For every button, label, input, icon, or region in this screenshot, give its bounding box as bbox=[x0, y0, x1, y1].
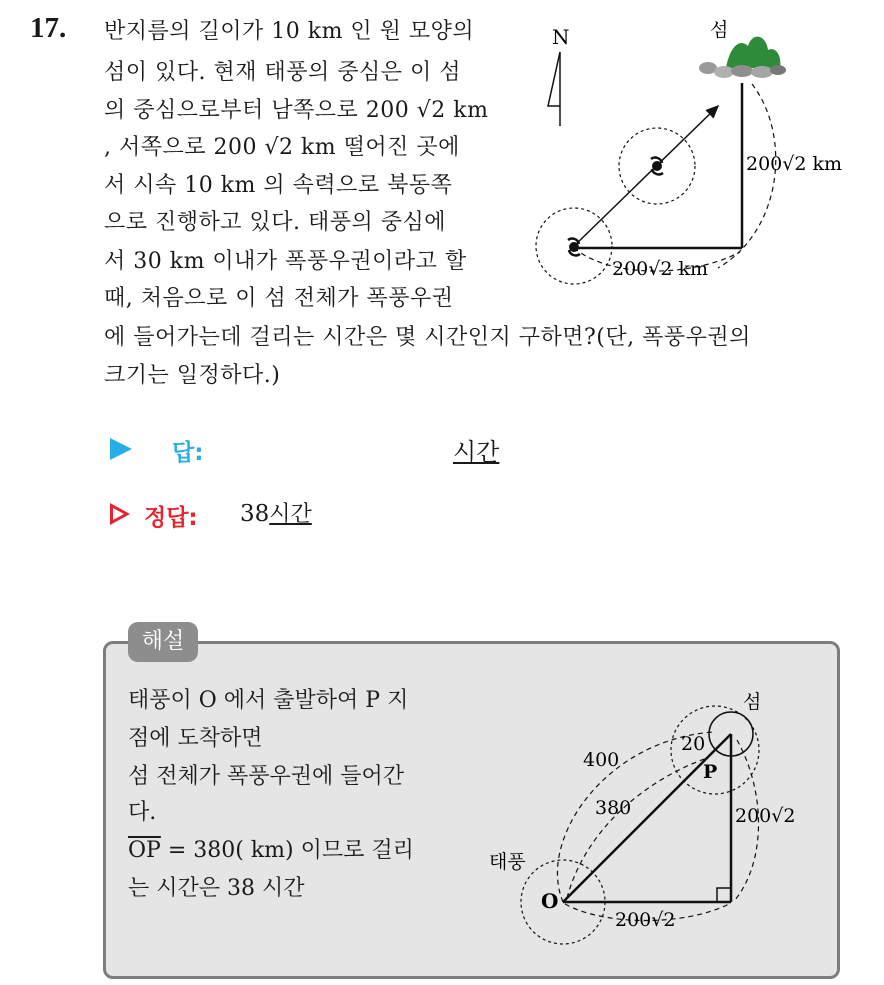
problem-line-2: 섬이 있다. 현재 태풍의 중심은 이 섬 bbox=[104, 60, 461, 85]
problem-line-6: 으로 진행하고 있다. 태풍의 중심에 bbox=[104, 210, 446, 235]
solution-label: 정답: bbox=[144, 505, 198, 531]
problem-line-1: 반지름의 길이가 10 km 인 원 모양의 bbox=[104, 19, 475, 44]
brace-400 bbox=[557, 732, 713, 902]
explanation-line-4: 다. bbox=[128, 800, 157, 825]
question-number: 17. bbox=[30, 12, 67, 44]
answer-row bbox=[110, 430, 530, 470]
problem-line-4: , 서쪽으로 200 √2 km 떨어진 곳에 bbox=[104, 135, 460, 160]
north-indicator bbox=[548, 25, 570, 126]
explanation-line-2: 점에 도착하면 bbox=[128, 726, 263, 751]
label-island: 섬 bbox=[743, 691, 762, 713]
segment-op: $\overline{OP}$ bbox=[128, 838, 161, 863]
answer-label: 답: bbox=[172, 440, 204, 466]
label-o: O bbox=[541, 889, 559, 913]
answer-unit: 시간 bbox=[453, 438, 500, 466]
label-vertical: 200√2 bbox=[735, 805, 796, 827]
play-triangle-icon bbox=[110, 438, 132, 460]
typhoon-path-figure bbox=[530, 16, 870, 286]
problem-line-3: 의 중심으로부터 남쪽으로 200 √2 km bbox=[104, 98, 489, 123]
outline-triangle-inner bbox=[113, 508, 124, 520]
explanation-line-5 bbox=[128, 833, 414, 864]
vertical-label: 200√2 km bbox=[746, 153, 843, 175]
explanation-line-5-text: = 380( km) 이므로 걸리 bbox=[167, 838, 414, 863]
label-p: P bbox=[703, 761, 718, 783]
label-380: 380 bbox=[595, 797, 632, 819]
solution-row bbox=[110, 495, 530, 535]
label-400: 400 bbox=[583, 749, 620, 771]
island-icon bbox=[699, 19, 786, 78]
island-label: 섬 bbox=[710, 19, 729, 41]
explanation-line-3: 섬 전체가 폭풍우권에 들어간 bbox=[128, 764, 405, 789]
path-arrow bbox=[572, 106, 718, 248]
typhoon-icon-start bbox=[568, 239, 580, 256]
explanation-line-6: 는 시간은 38 시간 bbox=[128, 876, 305, 901]
solution-unit: 시간 bbox=[269, 502, 312, 527]
problem-line-9: 에 들어가는데 걸리는 시간은 몇 시간인지 구하면?(단, 폭풍우권의 bbox=[104, 325, 751, 350]
problem-line-7: 서 30 km 이내가 폭풍우권이라고 할 bbox=[104, 249, 467, 274]
solution-number: 38 bbox=[240, 501, 270, 527]
label-horizontal: 200√2 bbox=[615, 909, 676, 931]
problem-line-8: 때, 처음으로 이 섬 전체가 폭풍우권 bbox=[104, 286, 454, 311]
explanation-line-1: 태풍이 O 에서 출발하여 P 지 bbox=[128, 688, 409, 713]
label-20: 20 bbox=[681, 733, 706, 755]
right-angle-mark bbox=[717, 888, 731, 902]
problem-line-10: 크기는 일정하다.) bbox=[104, 363, 281, 388]
horizontal-label: 200√2 km bbox=[612, 258, 709, 280]
vertical-brace bbox=[718, 84, 776, 268]
problem-line-5: 서 시속 10 km 의 속력으로 북동쪽 bbox=[104, 173, 453, 198]
explanation-tag: 해설 bbox=[128, 622, 198, 662]
north-label: N bbox=[552, 25, 570, 49]
solution-value bbox=[240, 497, 312, 528]
explanation-figure bbox=[485, 690, 830, 960]
typhoon-icon-mid bbox=[651, 158, 663, 175]
label-typhoon: 태풍 bbox=[489, 851, 526, 873]
